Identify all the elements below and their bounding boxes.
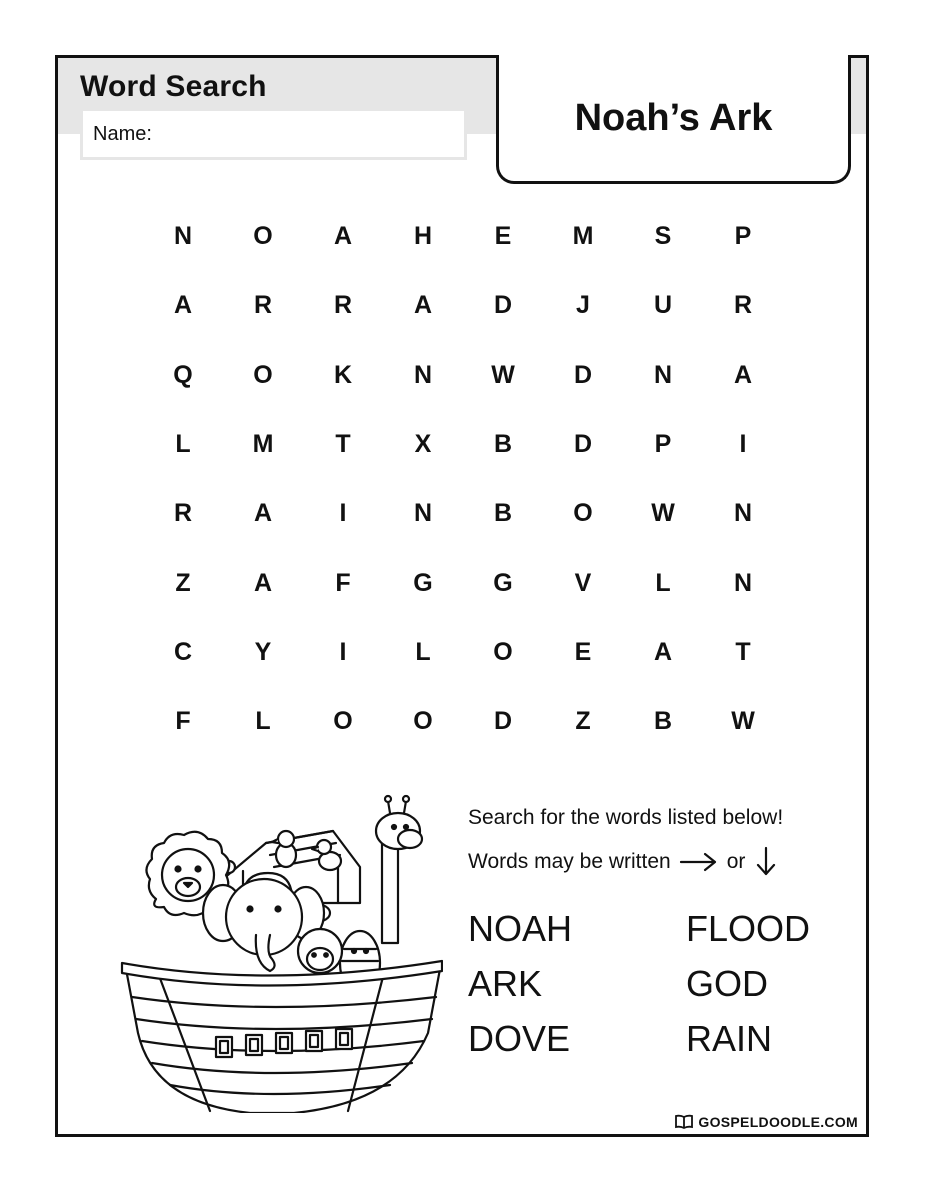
grid-letter: O [573, 499, 593, 528]
grid-letter: P [654, 430, 672, 459]
instructions-line-2 [468, 846, 779, 878]
grid-letter: E [494, 222, 512, 251]
direction-or: or [726, 850, 746, 873]
grid-letter: C [173, 637, 193, 666]
instructions-line-1: Search for the words listed below! [468, 806, 784, 829]
word-list-item: GOD [686, 963, 769, 1004]
letter-grid [143, 202, 783, 756]
grid-letter: N [733, 568, 753, 597]
grid-letter: O [253, 222, 273, 251]
grid-letter: A [173, 291, 193, 320]
grid-letter: X [414, 430, 432, 459]
grid-letter: W [731, 707, 755, 736]
grid-letter: F [335, 568, 351, 597]
grid-letter: D [573, 430, 593, 459]
grid-letter: J [576, 291, 590, 320]
grid-letter: O [413, 707, 433, 736]
grid-letter: G [413, 568, 433, 597]
grid-letter: B [653, 707, 673, 736]
grid-letter: I [739, 430, 747, 459]
title-box [496, 55, 851, 184]
noahs-ark-illustration [98, 763, 443, 1113]
grid-letter: V [574, 568, 592, 597]
grid-letter: A [253, 568, 273, 597]
grid-letter: A [653, 637, 673, 666]
grid-letter: A [413, 291, 433, 320]
grid-letter: T [735, 637, 751, 666]
grid-letter: Z [175, 568, 191, 597]
arrow-down-icon [753, 846, 779, 878]
word-list-item: DOVE [468, 1018, 571, 1059]
word-list-item: ARK [468, 963, 543, 1004]
direction-prefix: Words may be written [468, 850, 671, 873]
grid-letter: R [253, 291, 273, 320]
grid-letter: S [654, 222, 672, 251]
page-title: Noah’s Ark [574, 96, 773, 139]
grid-letter: G [493, 568, 513, 597]
grid-letter: L [655, 568, 671, 597]
grid-letter: L [415, 637, 431, 666]
grid-letter: A [333, 222, 353, 251]
grid-letter: R [333, 291, 353, 320]
grid-letter: N [733, 499, 753, 528]
grid-letter: Q [173, 360, 193, 389]
word-list-item: NOAH [468, 908, 573, 949]
grid-letter: L [175, 430, 191, 459]
word-list [468, 908, 848, 1073]
word-list-item: FLOOD [686, 908, 811, 949]
book-icon [674, 1114, 694, 1130]
grid-letter: H [413, 222, 433, 251]
name-field[interactable] [80, 108, 467, 160]
grid-letter: R [173, 499, 193, 528]
grid-letter: N [173, 222, 193, 251]
grid-letter: W [491, 360, 515, 389]
grid-letter: Y [254, 637, 272, 666]
brand-footer [674, 1114, 858, 1130]
grid-letter: D [573, 360, 593, 389]
grid-letter: K [333, 360, 353, 389]
grid-letter: M [252, 430, 274, 459]
grid-letter: B [493, 499, 513, 528]
grid-letter: W [651, 499, 675, 528]
word-list-item: RAIN [686, 1018, 773, 1059]
worksheet-type-label: Word Search [80, 70, 267, 103]
grid-letter: O [493, 637, 513, 666]
grid-letter: E [574, 637, 592, 666]
grid-letter: Z [575, 707, 591, 736]
arrow-right-icon [679, 851, 719, 873]
grid-letter: D [493, 707, 513, 736]
grid-letter: I [339, 637, 347, 666]
grid-letter: P [734, 222, 752, 251]
grid-letter: N [413, 360, 433, 389]
grid-letter: T [335, 430, 351, 459]
grid-letter: A [253, 499, 273, 528]
grid-letter: L [255, 707, 271, 736]
grid-letter: M [572, 222, 594, 251]
grid-letter: U [653, 291, 673, 320]
worksheet-page [55, 55, 869, 1137]
grid-letter: N [413, 499, 433, 528]
grid-letter: R [733, 291, 753, 320]
grid-letter: F [175, 707, 191, 736]
grid-letter: A [733, 360, 753, 389]
grid-letter: N [653, 360, 673, 389]
grid-letter: I [339, 499, 347, 528]
name-label: Name: [93, 123, 152, 145]
grid-letter: O [253, 360, 273, 389]
grid-letter: O [333, 707, 353, 736]
brand-name: GOSPELDOODLE.COM [698, 1114, 858, 1130]
grid-letter: D [493, 291, 513, 320]
grid-letter: B [493, 430, 513, 459]
